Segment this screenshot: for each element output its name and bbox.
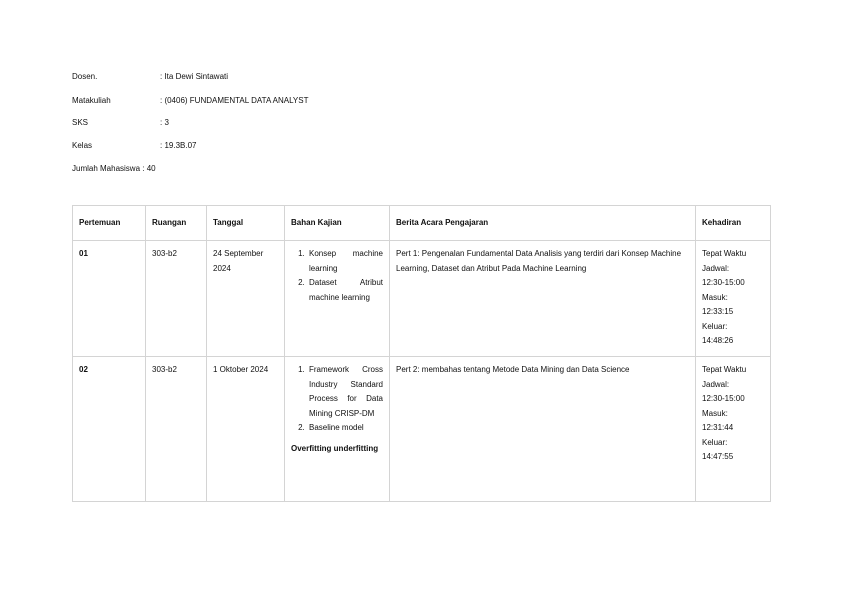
topic-list [291,247,383,305]
matakuliah-value: : (0406) FUNDAMENTAL DATA ANALYST [160,96,309,105]
kehadiran-line: 12:30-15:00 [702,394,745,403]
table-row [73,357,771,502]
table-header-row [73,206,771,241]
sks-label: SKS [72,118,89,127]
cell-tanggal: 24 September 2024 [207,241,285,357]
cell-ruangan: 303-b2 [146,241,207,357]
topic-item: 1. Framework Cross Industry Standard Process for Data Mining CRISP-DM [307,363,383,421]
cell-berita-acara: Pert 1: Pengenalan Fundamental Data Analisis yang terdiri dari Konsep Machine Learning, Dataset dan Atribut Pada Machine Learning [390,241,696,357]
kehadiran-line: Jadwal: [702,263,730,273]
kelas-value: : 19.3B.07 [160,141,197,150]
matakuliah-label: Matakuliah [72,96,111,105]
kehadiran-line: Masuk: [702,292,728,302]
dosen-label: Dosen. [72,72,98,81]
jumlah-label: Jumlah Mahasiswa [72,164,141,173]
dosen-value: : Ita Dewi Sintawati [160,72,229,81]
cell-kehadiran [696,357,771,502]
cell-kehadiran [696,241,771,357]
header-tanggal: Tanggal [207,206,285,241]
attendance-table [72,205,771,502]
cell-pertemuan: 01 [73,241,146,357]
header-berita-acara: Berita Acara Pengajaran [390,206,696,241]
topic-item: 2. Baseline model [307,421,383,436]
kehadiran-line: Jadwal: [702,379,730,389]
topic-list [291,363,383,436]
kehadiran-line: Masuk: [702,408,728,418]
header-bahan-kajian: Bahan Kajian [285,206,390,241]
header-pertemuan: Pertemuan [73,206,146,241]
kehadiran-line: 14:47:55 [702,452,734,461]
kehadiran-line: 14:48:26 [702,336,734,345]
topic-item: 2. Dataset Atribut machine learning [307,276,383,305]
header-kehadiran: Kehadiran [696,206,771,241]
kehadiran-line: 12:31:44 [702,423,734,432]
cell-berita-acara: Pert 2: membahas tentang Metode Data Mining dan Data Science [390,357,696,502]
kehadiran-line: 12:33:15 [702,307,734,316]
jumlah-value: : 40 [142,164,156,173]
kehadiran-line: 12:30-15:00 [702,278,745,287]
kehadiran-status: Tepat Waktu [702,365,747,374]
header-ruangan: Ruangan [146,206,207,241]
cell-ruangan: 303-b2 [146,357,207,502]
topic-item: 1. Konsep machine learning [307,247,383,276]
topic-extra: Overfitting underfitting [291,443,379,453]
kehadiran-line: Keluar: [702,437,728,447]
table-row [73,241,771,357]
kehadiran-status: Tepat Waktu [702,249,747,258]
info-row-jumlah [72,164,156,173]
cell-bahan-kajian [285,357,390,502]
cell-pertemuan: 02 [73,357,146,502]
cell-tanggal: 1 Oktober 2024 [207,357,285,502]
sks-value: : 3 [160,118,169,127]
kelas-label: Kelas [72,141,93,150]
kehadiran-line: Keluar: [702,321,728,331]
cell-bahan-kajian [285,241,390,357]
